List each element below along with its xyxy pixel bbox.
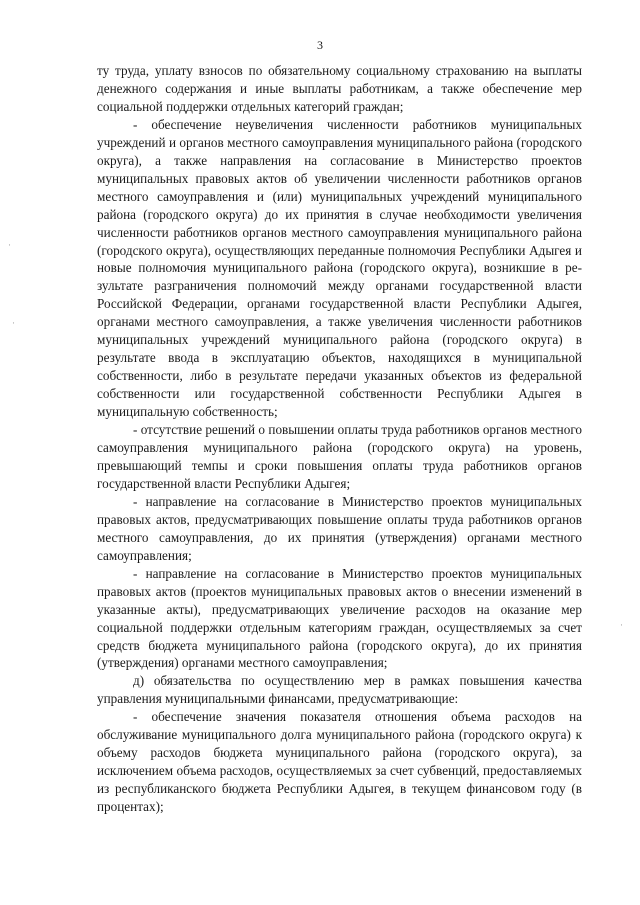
paragraph: - обеспечение значения показателя отношения объема расходов на обслуживание муниципального долга муниципального района (городского округа) к объему расходов бюджета муниципального района (городского округа), за исключением объема расходов, осуществляемых за счет субвенций, предоставляемых из республиканского бюджета Республики Адыгея, в текущем финансовом году (в процентах); xyxy=(97,709,582,815)
document-body xyxy=(97,62,582,816)
scan-artifact-mark: · xyxy=(8,240,11,250)
paragraph: д) обязательства по осуществлению мер в рамках повышения качества управления муниципальными финансами, предусматривающие: xyxy=(97,673,582,707)
page-number: 3 xyxy=(317,38,323,52)
paragraph: ту труда, уплату взносов по обязательному социальному страхованию на выплаты денежного содержания и иные выплаты работникам, а также обеспечение мер социальной поддержки отдельных категорий граждан; xyxy=(97,63,582,114)
scan-artifact-mark: · xyxy=(620,620,623,630)
scan-artifact-mark: · xyxy=(12,318,15,328)
paragraph: - направление на согласование в Министерство проектов муниципальных правовых актов (проектов муниципальных правовых актов о внесении изменений в указанные акты), предусматривающих увеличение расходов на оказание мер социальной поддержки отдельным категориям граждан, осуществляемых за счет средств бюджета муниципального района (городского округа), до их принятия (утверждения) органами местного самоуправления; xyxy=(97,565,582,671)
paragraph: - направление на согласование в Министерство проектов муниципальных правовых актов, предусматривающих повышение оплаты труда работников органов местного самоуправления, до их принятия (утверждения) органами местного самоуправления; xyxy=(97,493,582,563)
paragraph: - отсутствие решений о повышении оплаты труда работников органов местного самоуправления муниципального района (городского округа) на уровень, превышающий темпы и сроки повышения оплаты труда работников органов государственной власти Республики Адыгея; xyxy=(97,422,582,491)
paragraph: - обеспечение неувеличения численности работников муниципальных учреждений и органов местного самоуправления муниципального района (городского округа), а также направления на согласование в Министерство проектов муниципальных правовых актов об увеличении численности работников органов местного самоуправления и (или) муниципальных учреждений муниципального района (городского округа) до их принятия в случае необходимости увеличения численности работников органов местного самоуправления муниципального района (городского округа), осуществляющих переданные полномочия Республики Адыгея и новые полномочия муниципального района (городского округа), возникшие в результате разграничения полномочий между органами государственной власти Российской Федерации, органами государственной власти Республики Адыгея, органами местного самоуправления, а также увеличения численности работников муниципальных учреждений муниципального района (городского округа) в результате ввода в эксплуатацию объектов, находящихся в муниципальной собственности, либо в результате передачи указанных объектов из федеральной собственности или государственной собственности Республики Адыгея в муниципальную собственность; xyxy=(97,116,582,420)
